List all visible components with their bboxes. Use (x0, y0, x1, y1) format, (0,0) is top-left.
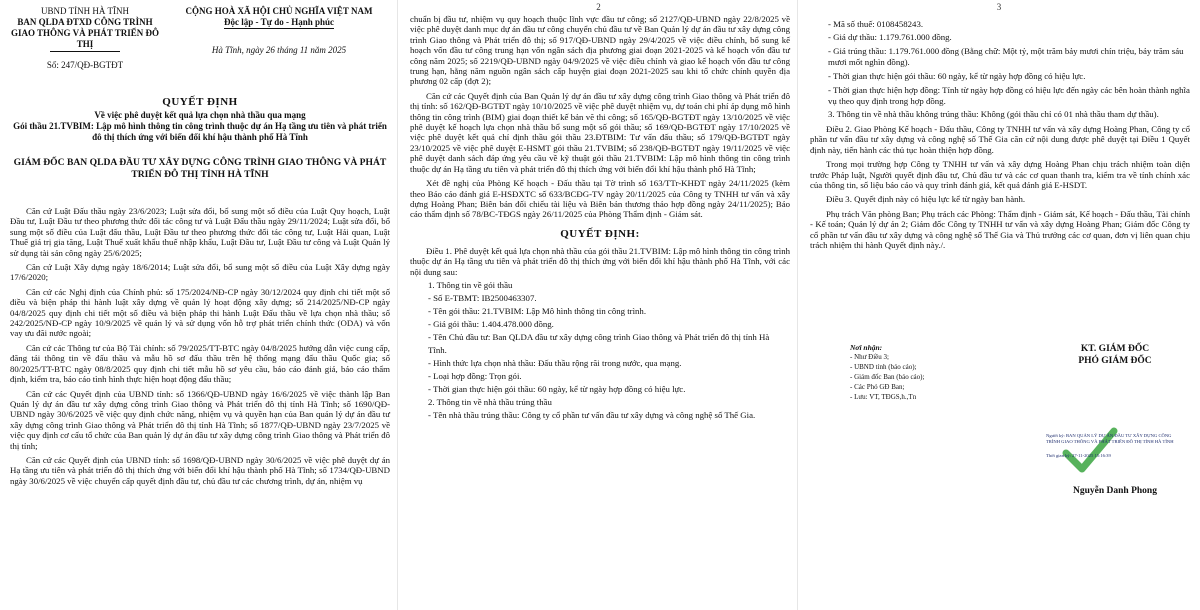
page2-body (410, 14, 790, 422)
authority-heading: GIÁM ĐỐC BAN QLDA ĐẦU TƯ XÂY DỰNG CÔNG TRÌNH GIAO THÔNG VÀ PHÁT TRIỂN ĐÔ THỊ TỈNH HÀ TĨNH (13, 157, 387, 180)
article-1: Điều 1. Phê duyệt kết quả lựa chọn nhà thầu của gói thầu 21.TVBIM: Lập mô hình thông tin công trình thuộc dự án Hạ tầng ưu tiên và phát triển đô thị thích ứng với biến đổi khí hậu thành phố Hà Tĩnh, với các nội dung sau: (410, 245, 790, 277)
basis-paragraph: chuẩn bị đầu tư, nhiệm vụ quy hoạch thuộc lĩnh vực đầu tư công; số 2127/QĐ-UBND ngày 22/8/2025 về việc phê duyệt danh mục dự án đầu tư công chuyển chủ đầu tư về Ban Quản lý dự án đầu tư xây dựng công trình Giao thông và Phát triển đô thị; số 917/QĐ-UBND ngày 29/4/2025 về việc điều chỉnh, bổ sung kế hoạch vốn đầu tư công trung hạn vốn ngân sách địa phương giai đoạn 2021-2025 và kế hoạch vốn đầu tư công năm 2025; số 2219/QĐ-UBND ngày 04/9/2025 về việc điều chỉnh và giao kế hoạch vốn đầu tư công trung hạn, hằng năm nguồn ngân sách cấp huyện giai đoạn 2021-2025 sau khi tổ chức chính quyền địa phương 02 cấp (đợt 2); (410, 14, 790, 87)
basis-paragraph: Căn cứ Luật Đấu thầu ngày 23/6/2023; Luật sửa đổi, bổ sung một số điều của Luật Quy hoạch, Luật Đầu tư, Luật Đầu tư theo phương thức đối tác công tư và Luật Đấu thầu ngày 29/11/2024; Luật sửa đổi, bổ sung một số điều của Luật đấu thầu, Luật Đầu tư theo phương thức đối tác công tư, Luật Hải quan, Luật Thuế giá trị gia tăng, Luật Thuế xuất khẩu thuế nhập khẩu, Luật Đầu tư, Luật Đầu tư công và Luật Quản lý sử dụng tài sản công ngày 25/6/2025; (10, 206, 390, 258)
stamp-signer-info: Người ký: BAN QUẢN LÝ DỰ ÁN ĐẦU TƯ XÂY DỰNG CÔNG TRÌNH GIAO THÔNG VÀ PHÁT TRIỂN ĐÔ THỊ TỈNH HÀ TĨNH (1046, 433, 1174, 444)
article-2-responsibility: Trong mọi trường hợp Công ty TNHH tư vấn và xây dựng Hoàng Phan chịu trách nhiệm toàn diện trước Pháp luật, Người quyết định đầu tư, Chủ đầu tư và các cơ quan thanh tra, kiểm tra về tính chính xác của thông tin, số liệu báo cáo và quy trình đánh giá, kết quả đánh giá E-HSDT. (810, 159, 1190, 191)
nation-title: CỘNG HOÀ XÃ HỘI CHỦ NGHĨA VIỆT NAM (185, 6, 373, 16)
basis-paragraph: Căn cứ các Thông tư của Bộ Tài chính: số 79/2025/TT-BTC ngày 04/8/2025 hướng dẫn việc cung cấp, đăng tải thông tin về đấu thầu và mẫu hồ sơ đấu thầu trên hệ thống mạng đấu thầu Quốc gia; số 80/2025/TT-BTC ngày 08/8/2025 quy định chi tiết mẫu hồ sơ yêu cầu, báo cáo đánh giá, báo cáo thẩm định, kiểm tra, báo cáo tình hình thực hiện hoạt động đấu thầu; (10, 342, 390, 385)
nation-block (168, 6, 390, 56)
article-1-item: - Loại hợp đồng: Trọn gói. (428, 370, 522, 381)
basis-paragraph: Căn cứ Luật Xây dựng ngày 18/6/2014; Luật sửa đổi, bổ sung một số điều của Luật Xây dựng ngày 17/6/2020; (10, 262, 390, 283)
nation-motto: Độc lập - Tự do - Hạnh phúc (223, 17, 334, 27)
decision-subject: Về việc phê duyệt kết quả lựa chọn nhà thầu qua mạng (94, 110, 306, 120)
page-1 (0, 0, 398, 610)
article-1-item: 2. Thông tin về nhà thầu trúng thầu (428, 396, 552, 407)
basis-paragraph: Căn cứ các Nghị định của Chính phủ: số 175/2024/NĐ-CP ngày 30/12/2024 quy định chi tiết một số điều và biện pháp thi hành luật xây dựng về quản lý hoạt động xây dựng; số 214/2025/NĐ-CP ngày 04/8/2025 quy định chi tiết một số điều và biện pháp thi hành Luật Đấu thầu về lựa chọn nhà thầu; số 242/2025/NĐ-CP ngày 10/9/2025 về quản lý và sử dụng vốn hỗ trợ phát triển chính thức (ODA) và vốn vay ưu đãi nước ngoài; (10, 286, 390, 339)
sign-role: PHÓ GIÁM ĐỐC (1078, 356, 1152, 366)
page-2 (400, 0, 798, 610)
recipient-item: - Các Phó GĐ Ban; (850, 383, 905, 391)
article-1-item: - Tên Chủ đầu tư: Ban QLDA đầu tư xây dựng công trình Giao thông và Phát triển đô thị tỉnh Hà Tĩnh. (428, 331, 770, 355)
document-header (10, 6, 390, 84)
issuer-line-2: BAN QLDA ĐTXD CÔNG TRÌNH (17, 17, 153, 27)
decision-package: Gói thầu 21.TVBIM: Lập mô hình thông tin công trình thuộc dự án Hạ tầng ưu tiên và phát triển đô thị thích ứng với biến đổi khí hậu thành phố Hà Tĩnh (13, 121, 387, 142)
page-number: 2 (596, 2, 601, 12)
recipient-item: - Lưu: VT, TĐGS,h.,Tn (850, 393, 917, 401)
article-1-item: 3. Thông tin về nhà thầu không trúng thầu: Không (gói thầu chỉ có 01 nhà thầu tham dự thầu). (828, 109, 1159, 119)
recipients-title: Nơi nhận: (850, 343, 883, 352)
page-number: 3 (996, 2, 1002, 12)
page-3 (800, 0, 1198, 610)
article-1-item: - Giá trúng thầu: 1.179.761.000 đồng (Bằng chữ: Một tỷ, một trăm bảy mươi chín triệu, bảy trăm sáu mươi mốt nghìn đồng). (828, 46, 1184, 67)
legal-bases (10, 206, 390, 486)
doc-date: Hà Tĩnh, ngày 26 tháng 11 năm 2025 (211, 45, 347, 55)
issuer-underline (50, 51, 120, 52)
decision-section-title: QUYẾT ĐỊNH: (560, 227, 640, 240)
article-1-item: - Thời gian thực hiện gói thầu: 60 ngày, kể từ ngày hợp đồng có hiệu lực. (428, 383, 686, 394)
signature-block (1040, 343, 1190, 367)
recipient-item: - Giám đốc Ban (báo cáo); (850, 373, 925, 381)
issuer-line-1: UBND TỈNH HÀ TĨNH (41, 6, 129, 16)
article-1-item: - Thời gian thực hiện gói thầu: 60 ngày, kể từ ngày hợp đồng có hiệu lực. (828, 71, 1086, 81)
article-1-item: - Tên nhà thầu trúng thầu: Công ty cổ phần tư vấn đầu tư xây dựng và công nghệ số Thế Gia. (428, 409, 756, 420)
article-1-item: - Số E-TBMT: IB2500463307. (428, 292, 537, 303)
decision-title: QUYẾT ĐỊNH (162, 96, 238, 108)
doc-number: Số: 247/QĐ-BGTĐT (46, 60, 124, 70)
digital-signature-stamp (1046, 425, 1186, 475)
issuer-block (10, 6, 160, 71)
article-1-item: - Giá dự thầu: 1.179.761.000 đồng. (828, 32, 952, 42)
basis-paragraph: Căn cứ các Quyết định của UBND tỉnh: số 1366/QĐ-UBND ngày 16/6/2025 về việc thành lập Ban Quản lý dự án đầu tư xây dựng công trình Giao thông và Phát triển đô thị tỉnh Hà Tĩnh; số 1690/QĐ-UBND ngày 30/6/2025 về việc quy định chức năng, nhiệm vụ và quyền hạn của Ban quản lý dự án đầu tư xây dựng công trình Giao thông và Phát triển đô thị tỉnh Hà Tĩnh; số 1877/QĐ-UBND ngày 23/7/2025 về việc quy định cơ cấu tổ chức của Ban quản lý dự án đầu tư xây dựng công trình Giao thông và Phát triển đô thị tỉnh; (10, 388, 390, 451)
article-1-item: - Thời gian thực hiện hợp đồng: Tính từ ngày hợp đồng có hiệu lực đến ngày các bên hoàn thành nghĩa vụ theo quy định trong hợp đồng. (828, 85, 1190, 106)
recipient-item: - UBND tỉnh (báo cáo); (850, 363, 917, 371)
article-1-item: - Giá gói thầu: 1.404.478.000 đồng. (428, 318, 554, 329)
basis-paragraph: Căn cứ các Quyết định của Ban Quản lý dự án đầu tư xây dựng công trình Giao thông và Phát triển đô thị tỉnh: số 162/QĐ-BGTĐT ngày 10/10/2025 về việc phê duyệt nhiệm vụ, dự toán chi phí áp dụng mô hình thông tin công trình (BIM) giai đoạn thiết kế bản vẽ thi công; số 165/QĐ-BGTĐT ngày 13/10/2025 về việc phê duyệt kế hoạch lựa chọn nhà thầu bổ sung một số gói thầu; số 169/QĐ-BGTĐT ngày 17/10/2025 về việc phê duyệt kết quả chỉ định thầu gói thầu 23.ĐTBIM: Tư vấn đấu thầu; số 179/QĐ-BGTĐT ngày 23/10/2025 về việc phê duyệt E-HSMT gói thầu 21.TVBIM; số 238/QĐ-BGTĐT ngày 19/11/2025 về việc phê duyệt danh sách đáp ứng yêu cầu về kỹ thuật gói thầu 21.TVBIM: Lập mô hình thông tin công trình thuộc dự án Hạ tầng ưu tiên và phát triển đô thị thích ứng với biến đổi khí hậu thành phố Hà Tĩnh; (410, 90, 790, 174)
stamp-time: Thời gian ký: 27-11-2025 15:16:39 (1046, 453, 1111, 458)
article-3-executors: Phụ trách Văn phòng Ban; Phụ trách các Phòng: Thẩm định - Giám sát, Kế hoạch - Đấu thầu, Tài chính - Kế toán; Quản lý dự án 2; Giám đốc Công ty TNHH tư vấn và xây dựng Hoàng Phan; Giám đốc Công ty cổ phần tư vấn đầu tư xây dựng và công nghệ số Thế Gia và Thủ trưởng các cơ quan, đơn vị liên quan chịu trách nhiệm thi hành Quyết định này./. (810, 208, 1191, 251)
decision-heading (10, 96, 390, 180)
article-1-item: - Mã số thuế: 0108458243. (828, 19, 924, 29)
article-1-item: 1. Thông tin về gói thầu (428, 279, 513, 290)
signer-name: Nguyễn Danh Phong (1073, 486, 1157, 496)
page3-body (810, 18, 1190, 250)
article-3: Điều 3. Quyết định này có hiệu lực kể từ ngày ban hành. (826, 194, 1026, 205)
proposal-paragraph: Xét đề nghị của Phòng Kế hoạch - Đấu thầu tại Tờ trình số 163/TTr-KHĐT ngày 24/11/2025 (kèm theo Báo cáo đánh giá E-HSĐXTC số 633/BCĐG-TV ngày 20/11/2025 của Công ty TNHH tư vấn và xây dựng Hoàng Phan; Biên bản đối chiếu tài liệu và Biên bản thương thảo hợp đồng ngày 24/11/2025); Báo cáo thẩm định số 78/BC-TĐGS ngày 26/11/2025 của Phòng Thẩm định - Giám sát. (410, 178, 790, 220)
article-1-item: - Tên gói thầu: 21.TVBIM: Lập Mô hình thông tin công trình. (428, 305, 647, 316)
recipients-block (850, 343, 1000, 402)
basis-paragraph: Căn cứ các Quyết định của UBND tỉnh: số 1698/QĐ-UBND ngày 30/6/2025 về việc phê duyệt dự án Hạ tầng ưu tiên và phát triển đô thị thích ứng với biến đổi khí hậu thành phố Hà Tĩnh; số 1734/QĐ-UBND ngày 30/6/2025 về việc chuyển cấp quyết định đầu tư, chủ đầu tư các chương trình, dự án, nhiệm vụ (10, 454, 390, 486)
article-2: Điều 2. Giao Phòng Kế hoạch - Đấu thầu, Công ty TNHH tư vấn và xây dựng Hoàng Phan, Công ty cổ phần tư vấn đầu tư xây dựng và công nghệ số Thế Gia căn cứ nội dung được phê duyệt tại Điều 1 Quyết định này, tiến hành các thủ tục hoàn thiện hợp đồng. (810, 124, 1190, 155)
article-1-item: - Hình thức lựa chọn nhà thầu: Đấu thầu rộng rãi trong nước, qua mạng. (428, 357, 682, 368)
issuer-line-3: GIAO THÔNG VÀ PHÁT TRIỂN ĐÔ THỊ (10, 28, 160, 49)
sign-title: KT. GIÁM ĐỐC (1080, 344, 1150, 354)
recipient-item: - Như Điều 3; (850, 353, 889, 361)
